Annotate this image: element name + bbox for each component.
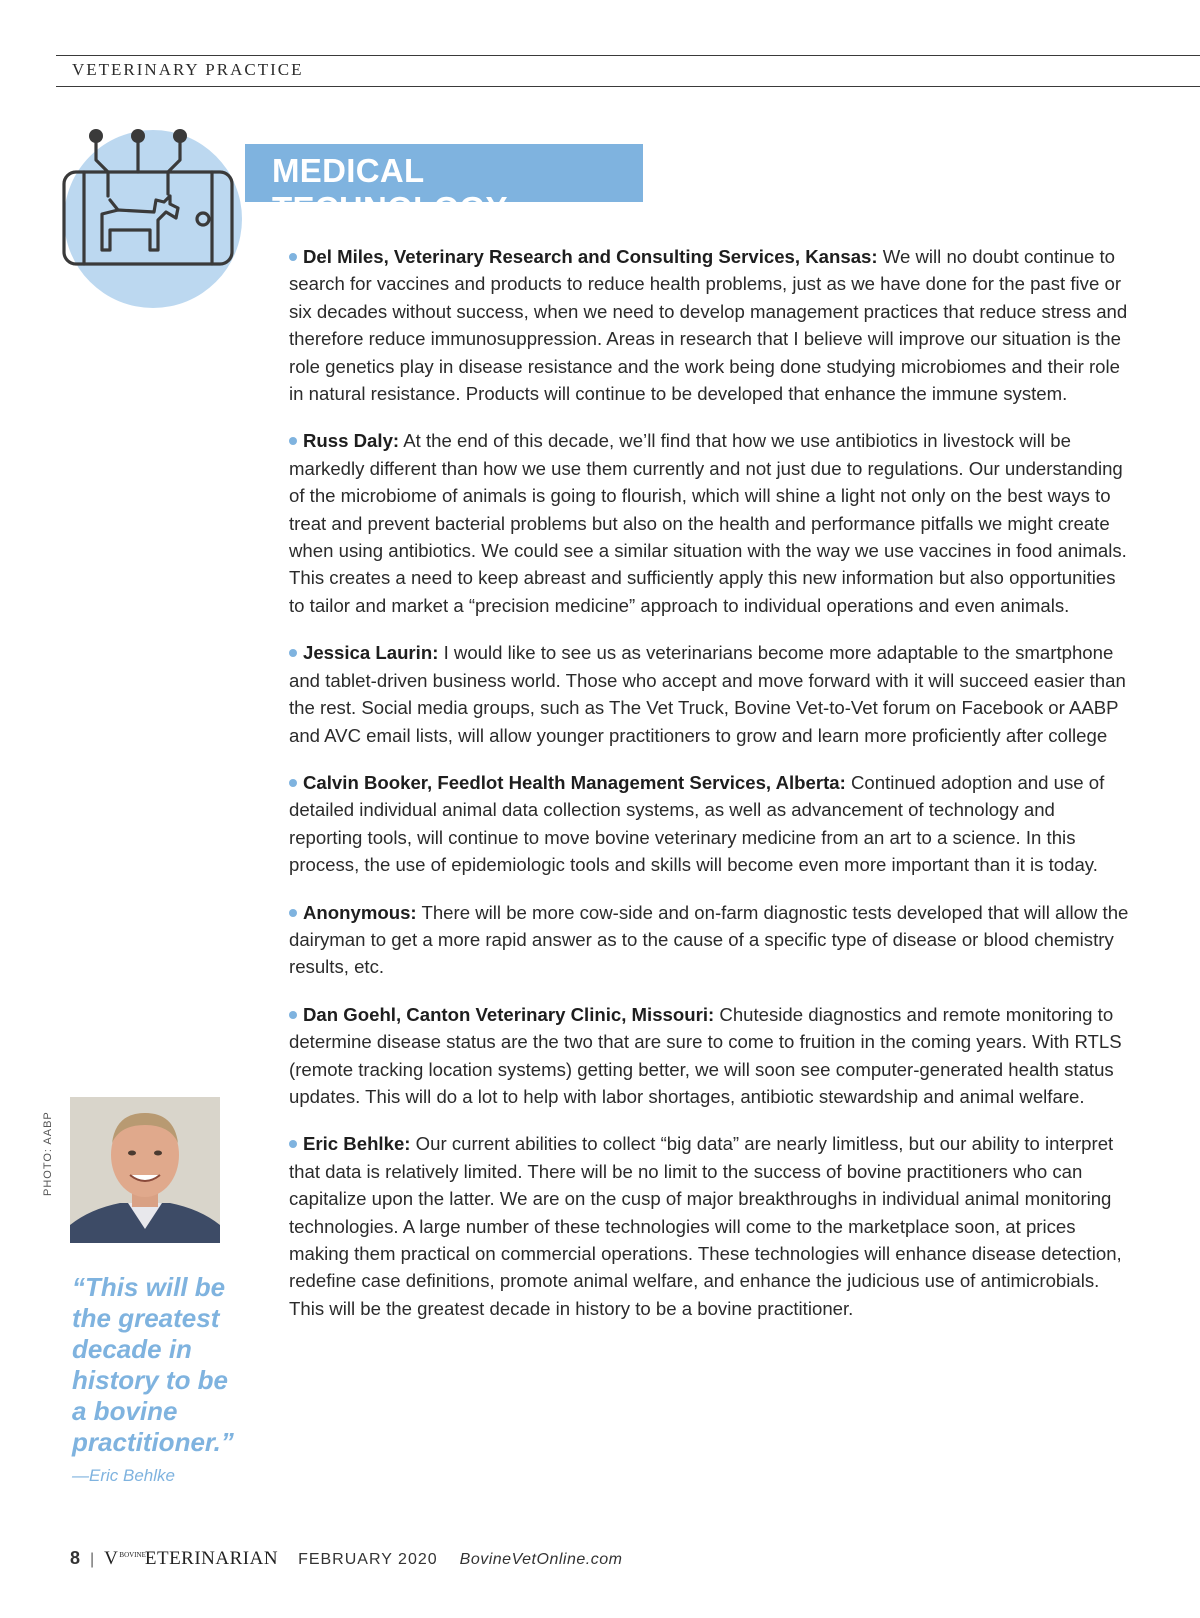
entry-dan-goehl xyxy=(289,1001,1129,1111)
logo-word: ETERINARIAN xyxy=(144,1548,279,1569)
entry-name: Del Miles, Veterinary Research and Consulting Services, Kansas: xyxy=(303,246,878,267)
livestock-tech-icon xyxy=(58,124,248,314)
entry-russ-daly xyxy=(289,427,1129,619)
entry-text: There will be more cow-side and on-farm diagnostic tests developed that will allow the dairyman to get a more rapid answer as to the cause of a specific type of disease or blood chemistry results, etc. xyxy=(289,901,1129,978)
magazine-logo xyxy=(104,1548,278,1570)
entry-text: Our current abilities to collect “big data” are nearly limitless, but our ability to interpret that data is relatively limited. There will be no limit to the success of bovine practitioners who can capitalize upon the latter. We are on the cusp of major breakthroughs in individual animal monitoring technologies. A large number of these technologies will come to the marketplace soon, at prices making them practical on commercial operations. These technologies will enhance disease detection, redefine case definitions, promote animal welfare, and enhance the judicious use of antimicrobials. This will be the greatest decade in history to be a bovine practitioner. xyxy=(289,1133,1122,1319)
pull-quote: “This will be the greatest decade in history to be a bovine practitioner.” xyxy=(72,1272,234,1457)
bullet-icon xyxy=(289,909,297,917)
entry-del-miles xyxy=(289,243,1129,407)
entry-text: Chuteside diagnostics and remote monitoring to determine disease status are the two that are sure to come to fruition in the coming years. With RTLS (remote tracking location systems) getting better, we will soon see computer-generated health status updates. This will do a lot to help with labor shortages, antibiotic stewardship and animal welfare. xyxy=(289,1003,1122,1107)
feature-title-bar xyxy=(245,144,643,227)
entry-anonymous xyxy=(289,899,1129,981)
bullet-icon xyxy=(289,649,297,657)
entry-text: At the end of this decade, we’ll find that how we use antibiotics in livestock will be markedly different than how we use them currently and not just due to regulations. Our understanding of the microbiome of animals is going to flourish, which will shine a light not only on the best ways to treat and prevent bacterial problems but also on the health and performance pitfalls we might create when using antibiotics. We could see a similar situation with the way we use vaccines in food animals. This creates a need to keep abreast and sufficiently apply this new information but also opportunities to tailor and market a “precision medicine” approach to individual operations and even animals. xyxy=(289,430,1127,616)
bullet-icon xyxy=(289,253,297,261)
feature-title: MEDICAL TECHNOLOGY xyxy=(272,152,508,227)
logo-small: BOVINE xyxy=(119,1550,146,1559)
bullet-icon xyxy=(289,1011,297,1019)
section-label: VETERINARY PRACTICE xyxy=(72,60,304,79)
entry-calvin-booker xyxy=(289,769,1129,879)
footer-separator: | xyxy=(90,1551,95,1568)
issue-date: FEBRUARY 2020 xyxy=(298,1551,438,1568)
entry-name: Calvin Booker, Feedlot Health Management Services, Alberta: xyxy=(303,771,846,793)
entry-text: We will no doubt continue to search for vaccines and products to reduce health problems, just as we have done for the past five or six decades without success, when we need to develop management practices that reduce stress and therefore reduce immunosuppression. Areas in research that I believe will improve our situation is the role genetics play in disease resistance and the work being done studying microbiomes and their role in natural resistance. Products will continue to be developed that enhance the immune system. xyxy=(289,246,1128,405)
entry-jessica-laurin xyxy=(289,639,1129,749)
entry-eric-behlke xyxy=(289,1130,1129,1322)
header-rule-bottom xyxy=(56,86,1200,87)
website-link[interactable]: BovineVetOnline.com xyxy=(459,1551,623,1568)
entry-name: Eric Behlke: xyxy=(303,1133,411,1155)
entry-text: Continued adoption and use of detailed individual animal data collection systems, as well as advancement of technology and reporting tools, will continue to move bovine veterinary medicine from an art to a science. In this process, the use of epidemiologic tools and skills will become even more important than it is today. xyxy=(289,771,1105,876)
entry-name: Dan Goehl, Canton Veterinary Clinic, Missouri: xyxy=(303,1003,715,1025)
quote-attribution: —Eric Behlke xyxy=(72,1466,175,1485)
photo-credit: PHOTO: AABP xyxy=(42,1111,54,1196)
entry-name: Jessica Laurin: xyxy=(303,642,439,664)
page-footer xyxy=(70,1548,622,1570)
entry-name: Anonymous: xyxy=(303,901,417,923)
header-rule-top xyxy=(56,55,1200,56)
bullet-icon xyxy=(289,437,297,445)
logo-initial: V xyxy=(104,1548,119,1569)
bullet-icon xyxy=(289,1140,297,1148)
entry-text: I would like to see us as veterinarians become more adaptable to the smartphone and tablet-driven business world. Those who accept and move forward with it will succeed easier than the rest. Social media groups, such as The Vet Truck, Bovine Vet-to-Vet forum on Facebook or AABP and AVC email lists, will allow younger practitioners to grow and learn more proficiently after college xyxy=(289,642,1126,746)
bullet-icon xyxy=(289,779,297,787)
article-body xyxy=(289,243,1129,1342)
entry-name: Russ Daly: xyxy=(303,430,400,452)
page-number: 8 xyxy=(70,1548,81,1568)
portrait-photo xyxy=(70,1097,220,1243)
